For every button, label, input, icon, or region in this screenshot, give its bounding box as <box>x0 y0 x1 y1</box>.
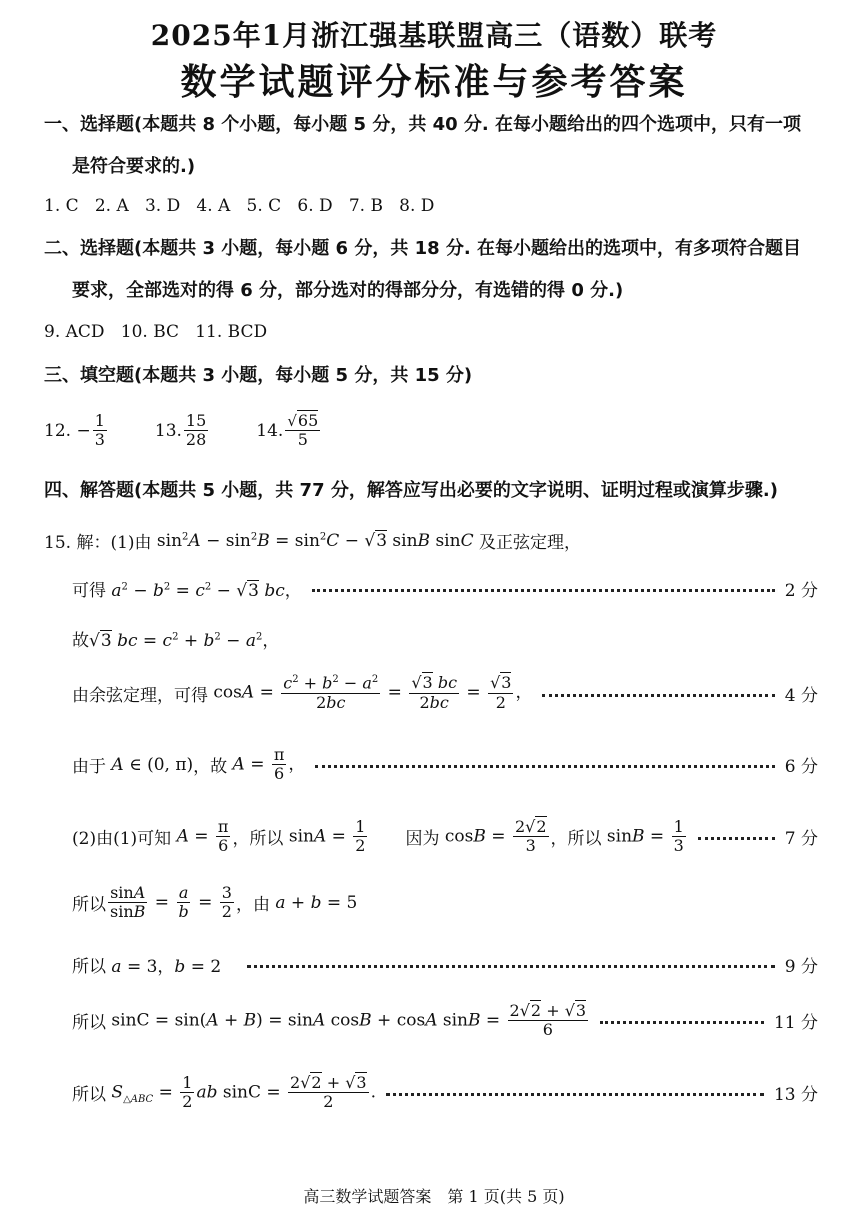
section-3-heading-line1: 三、填空题(本题共 3 小题，每小题 5 分，共 15 分) <box>44 365 473 386</box>
q12-denominator: 3 <box>94 430 105 450</box>
math-expression: A = $\frac{\pi}{6}$ ， <box>232 745 306 784</box>
solution-line-7 <box>72 884 818 922</box>
score-label: 4 分 <box>784 685 818 706</box>
math-expression: $\frac{\sin A}{\sin B}$ = $\frac{a}{b}$ = $\frac{3}{2}$ <box>110 883 232 922</box>
dot-leader <box>386 1093 764 1096</box>
solution-line-7-prefix: 所以 <box>72 895 106 916</box>
page-footer: 高三数学试题答案 第 1 页(共 5 页) <box>303 1187 565 1206</box>
math-expression: cosB = $\frac{2√2}{3}$ <box>439 817 547 856</box>
math-expression: a + b = 5 <box>275 892 358 913</box>
math-expression: A = $\frac{\pi}{6}$ <box>176 817 229 856</box>
section-3-answers <box>44 412 322 450</box>
section-4-heading-line1: 四、解答题(本题共 5 小题，共 77 分，解答应写出必要的文字说明、证明过程或演算步骤.) <box>44 480 778 501</box>
math-expression: sinB = $\frac{1}{3}$ <box>601 817 684 856</box>
solution-line-6-mid1: ，所以 <box>232 829 284 850</box>
solution-line-9 <box>72 1002 818 1040</box>
math-expression: cosA = $\frac{c^2 + b^2 - a^2}{2bc}$ = $\frac{√3 bc}{2bc}$ = $\frac{√3}{2}$ ， <box>208 673 533 712</box>
solution-line-6 <box>72 818 818 856</box>
solution-line-10-prefix: 所以 <box>72 1085 106 1106</box>
solution-line-6-mid2: 因为 <box>405 829 440 850</box>
score-label: 9 分 <box>784 957 818 977</box>
math-expression: a = 3，b = 2 <box>111 957 238 977</box>
math-expression: A ∈ (0, π) <box>111 754 194 775</box>
section-2-answers: 9. ACD 10. BC 11. BCD <box>44 322 268 342</box>
q13-label: 13. <box>154 420 182 441</box>
solution-line-1-prefix: 15. 解：(1)由 <box>44 533 152 553</box>
solution-line-6-prefix: (2)由(1)可知 <box>72 829 172 850</box>
solution-line-2 <box>72 576 818 601</box>
solution-line-8 <box>72 952 818 977</box>
solution-line-3 <box>72 626 818 651</box>
solution-line-4-prefix: 由余弦定理，可得 <box>72 685 208 706</box>
q14-denominator: 5 <box>297 430 308 450</box>
math-expression: $\sin^2A - \sin^2B = \sin^2C - √3$ sinB sinC <box>151 530 474 551</box>
q14-fraction <box>285 412 320 450</box>
math-expression: sinC = sin(A + B) = sinA cosB + cosA sinB = $\frac{2√2 + √3}{6}$ <box>106 1001 587 1040</box>
solution-line-4 <box>72 674 818 712</box>
math-expression: $a^2 - b^2 = c^2 - √3$ bc， <box>111 581 302 601</box>
document-subtitle: 数学试题评分标准与参考答案 <box>180 61 688 103</box>
section-2-heading-line1: 二、选择题(本题共 3 小题，每小题 6 分，共 18 分. 在每小题给出的选项中，有多项符合题目 <box>44 238 802 259</box>
q14-numerator: √65 <box>287 411 319 430</box>
solution-line-9-prefix: 所以 <box>72 1013 106 1034</box>
score-label: 6 分 <box>784 757 818 778</box>
solution-line-1-suffix: 及正弦定理， <box>478 533 581 553</box>
document-title: 2025年1月浙江强基联盟高三（语数）联考 <box>150 19 718 52</box>
solution-line-10 <box>72 1074 818 1112</box>
q13-numerator: 15 <box>185 411 207 430</box>
score-label: 2 分 <box>784 581 818 601</box>
section-1-heading-line1: 一、选择题(本题共 8 个小题，每小题 5 分，共 40 分. 在每小题给出的四个选项中，只有一项 <box>44 114 802 135</box>
q12-label: 12. − <box>44 420 91 441</box>
solution-line-6-mid3: ，所以 <box>550 829 602 850</box>
q13-denominator: 28 <box>185 430 207 450</box>
solution-line-8-prefix: 所以 <box>72 957 106 977</box>
dot-leader <box>247 965 774 968</box>
q14-label: 14. <box>256 420 284 441</box>
score-label: 11 分 <box>773 1013 818 1034</box>
dot-leader <box>312 589 775 592</box>
dot-leader <box>315 765 774 768</box>
section-2-heading-line2: 要求，全部选对的得 6 分，部分选对的得部分分，有选错的得 0 分.) <box>72 280 624 301</box>
solution-line-3-prefix: 故 <box>72 631 89 651</box>
solution-line-5 <box>72 746 818 784</box>
solution-line-1 <box>44 528 818 553</box>
math-expression: √3 bc = $c^2 + b^2 - a^2$， <box>89 631 280 651</box>
dot-leader <box>698 837 775 840</box>
q12-numerator: 1 <box>94 411 105 430</box>
section-1-answers: 1. C 2. A 3. D 4. A 5. C 6. D 7. B 8. D <box>44 196 435 216</box>
section-2-heading <box>44 228 824 312</box>
math-expression: sinA = $\frac{1}{2}$ <box>283 817 366 856</box>
section-3-heading <box>44 355 824 397</box>
solution-line-7-mid: ，由 <box>235 895 270 916</box>
math-expression: $S_{\triangle ABC}$ = $\frac{1}{2}$ ab sinC = $\frac{2√2 + √3}{2}$ . <box>111 1073 376 1112</box>
q14-radicand: 65 <box>297 411 319 430</box>
q12-fraction <box>93 412 107 450</box>
section-1-heading-line2: 是符合要求的.) <box>72 156 196 177</box>
score-label: 13 分 <box>773 1085 818 1106</box>
solution-line-5-prefix: 由于 <box>72 757 106 778</box>
section-1-heading <box>44 104 824 188</box>
solution-line-5-mid: ，故 <box>193 757 228 778</box>
section-4-heading <box>44 470 824 512</box>
solution-line-2-prefix: 可得 <box>72 581 106 601</box>
dot-leader <box>600 1021 764 1024</box>
dot-leader <box>542 694 774 697</box>
q13-fraction <box>184 412 208 450</box>
score-label: 7 分 <box>784 829 818 850</box>
